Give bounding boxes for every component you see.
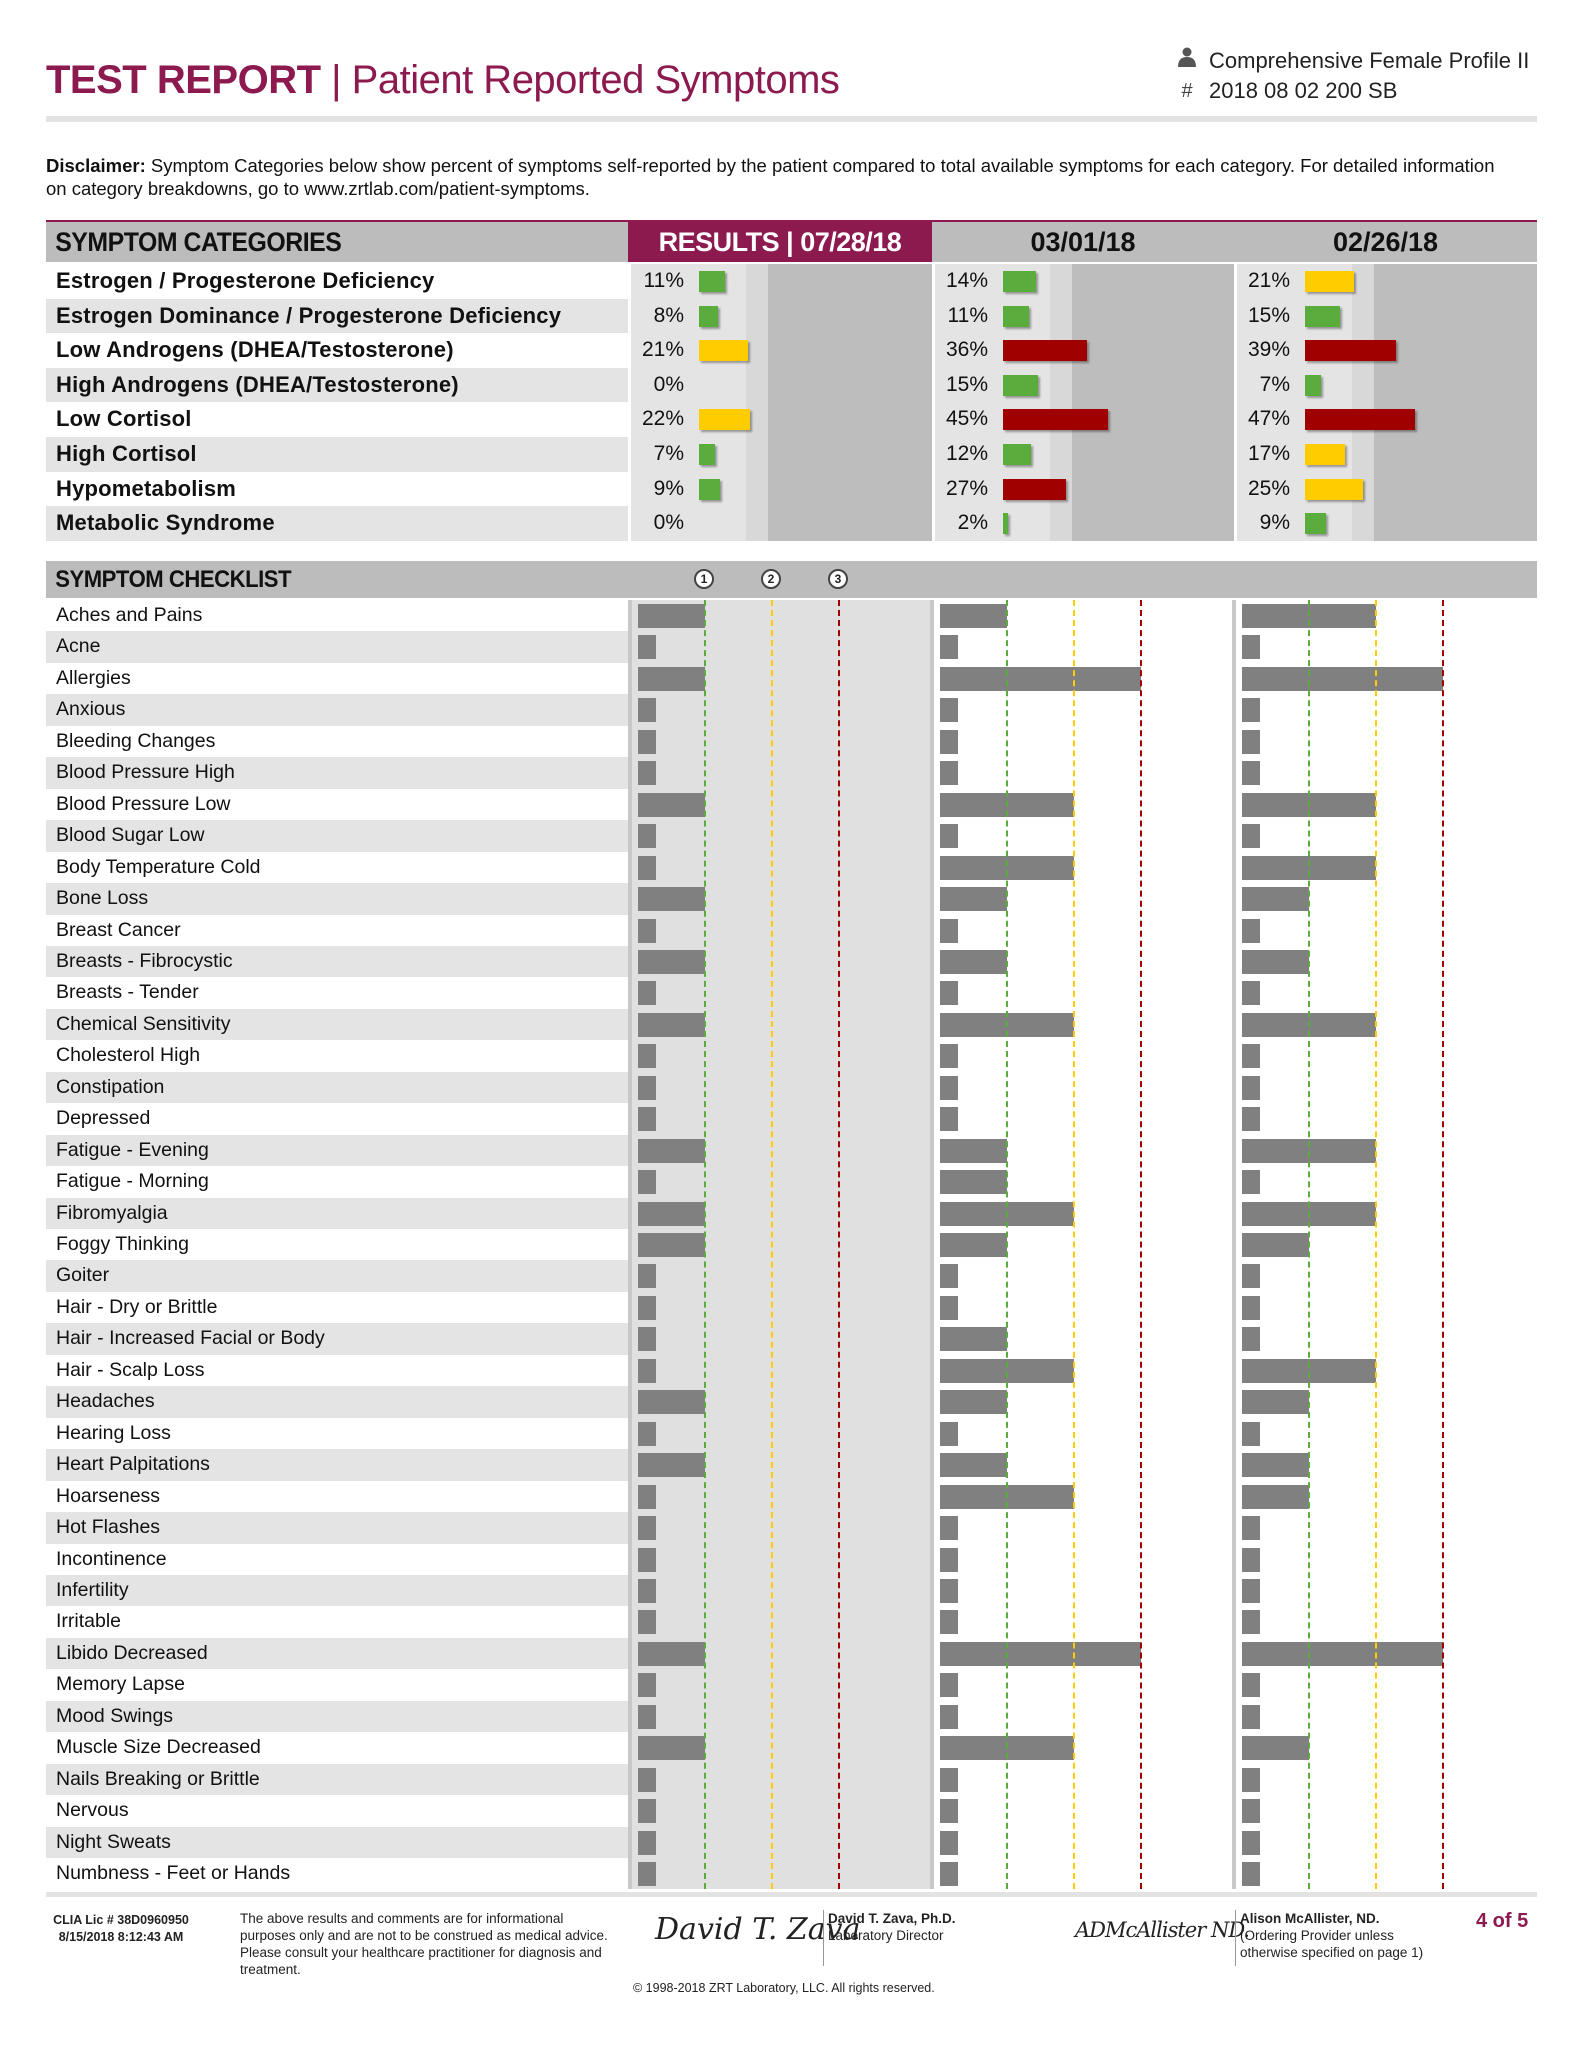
- severity-bar: [1242, 1485, 1309, 1509]
- category-percent: 12%: [945, 442, 988, 465]
- severity-bar: [1242, 1862, 1260, 1886]
- director-signature: David T. Zava: [655, 1912, 861, 1947]
- severity-bar: [638, 793, 705, 817]
- severity-bar: [1242, 887, 1309, 911]
- severity-bar: [1242, 730, 1260, 754]
- severity-bar: [638, 950, 705, 974]
- severity-bar: [940, 1422, 958, 1446]
- disclaimer-label: Disclaimer:: [46, 155, 146, 176]
- checklist-row: Body Temperature Cold: [46, 852, 628, 884]
- category-percent: 9%: [1259, 511, 1290, 535]
- checklist-row: Memory Lapse: [46, 1669, 628, 1701]
- severity-bar: [638, 856, 656, 880]
- severity-bar: [638, 1296, 656, 1320]
- severity-bar: [940, 1579, 958, 1603]
- checklist-header: [46, 561, 1537, 598]
- value-panel-mid: [746, 264, 768, 541]
- prev-date-heading: 02/26/18: [1332, 227, 1439, 257]
- severity-bar: [638, 824, 656, 848]
- category-percent: 14%: [945, 269, 988, 292]
- severity-bar: [940, 1862, 958, 1886]
- checklist-row: Headaches: [46, 1386, 628, 1418]
- severity-bar: [638, 1579, 656, 1603]
- severity-bar: [940, 1705, 958, 1729]
- severity-bar: [940, 1610, 958, 1634]
- disclaimer-text: Symptom Categories below show percent of symptoms self-reported by the patient compared to total available symptoms for each category. For detailed information on category breakdowns, go to www.zrtlab.com/patient-symptoms.: [46, 155, 1495, 199]
- severity-bar: [638, 635, 656, 659]
- checklist-row: Depressed: [46, 1103, 628, 1135]
- severity-bar: [1242, 1076, 1260, 1100]
- checklist-heading: SYMPTOM CHECKLIST: [55, 566, 292, 593]
- checklist-row: Mood Swings: [46, 1701, 628, 1733]
- provider-note: (Ordering Provider unless otherwise specified on page 1): [1240, 1928, 1424, 1960]
- severity-bar: [638, 1107, 656, 1131]
- category-percent: 36%: [945, 338, 988, 362]
- severity-bar: [940, 1390, 1007, 1414]
- categories-heading: SYMPTOM CATEGORIES: [55, 227, 342, 257]
- category-row: Estrogen / Progesterone Deficiency: [46, 264, 628, 299]
- severity-bar: [638, 604, 705, 628]
- category-percent: 17%: [1247, 442, 1290, 465]
- checklist-row: Incontinence: [46, 1544, 628, 1576]
- category-bar: [1305, 444, 1345, 465]
- severity-bar: [638, 1642, 705, 1666]
- checklist-row: Heart Palpitations: [46, 1449, 628, 1481]
- category-row: Estrogen Dominance / Progesterone Deficiency: [46, 299, 628, 334]
- severity-bar: [940, 1453, 1007, 1477]
- category-bar: [699, 479, 720, 500]
- category-bar: [1003, 271, 1036, 292]
- severity-bar: [638, 1327, 656, 1351]
- category-percent: 15%: [945, 372, 988, 396]
- severity-bar: [940, 604, 1007, 628]
- provider-signature: ADMcAllister ND.: [1075, 1918, 1250, 1942]
- severity-bar: [638, 1610, 656, 1634]
- category-percent: 7%: [653, 442, 684, 465]
- category-percent: 21%: [641, 338, 684, 362]
- checklist-row: Allergies: [46, 663, 628, 695]
- checklist-row: Aches and Pains: [46, 600, 628, 632]
- severity-bar: [638, 1736, 705, 1760]
- checklist-row: Night Sweats: [46, 1827, 628, 1859]
- severity-bar: [638, 1673, 656, 1697]
- severity-bar: [940, 1233, 1007, 1257]
- severity-bar: [1242, 1390, 1309, 1414]
- category-row: High Cortisol: [46, 437, 628, 472]
- severity-bar: [638, 1076, 656, 1100]
- severity-bar: [638, 1831, 656, 1855]
- severity-bar: [1242, 1705, 1260, 1729]
- severity-bar: [940, 1296, 958, 1320]
- category-bar: [1003, 479, 1066, 500]
- checklist-row: Hearing Loss: [46, 1418, 628, 1450]
- category-row: Hypometabolism: [46, 472, 628, 507]
- category-bar: [1305, 513, 1326, 534]
- scale-marker: 1: [694, 569, 714, 589]
- severity-bar: [1242, 981, 1260, 1005]
- category-percent: 25%: [1247, 476, 1290, 500]
- profile-info: [1175, 46, 1529, 106]
- severity-bar: [638, 1013, 705, 1037]
- severity-bar: [940, 1768, 958, 1792]
- severity-bar: [940, 1139, 1007, 1163]
- severity-bar: [940, 1170, 1007, 1194]
- category-bar: [1305, 479, 1363, 500]
- category-row: Low Androgens (DHEA/Testosterone): [46, 333, 628, 368]
- provider-block: [1235, 1910, 1425, 1966]
- checklist-row: Blood Pressure High: [46, 757, 628, 789]
- category-bar: [699, 340, 748, 361]
- severity-bar: [940, 1642, 1141, 1666]
- severity-bar: [638, 919, 656, 943]
- severity-bar: [940, 950, 1007, 974]
- category-percent: 21%: [1247, 269, 1290, 292]
- severity-bar: [940, 1831, 958, 1855]
- severity-bar: [940, 919, 958, 943]
- column-divider: [932, 262, 935, 541]
- category-bar: [1305, 375, 1321, 396]
- category-percent: 2%: [957, 511, 988, 535]
- severity-bar: [638, 1799, 656, 1823]
- category-percent: 11%: [643, 269, 684, 292]
- severity-bar: [638, 981, 656, 1005]
- category-percent: 8%: [653, 303, 684, 327]
- severity-bar: [1242, 635, 1260, 659]
- severity-bar: [940, 698, 958, 722]
- scale-marker: 3: [828, 569, 848, 589]
- severity-bar: [1242, 1422, 1260, 1446]
- severity-bar: [940, 1516, 958, 1540]
- page-number: 4 of 5: [1476, 1910, 1529, 1932]
- severity-bar: [1242, 698, 1260, 722]
- severity-threshold-line: [838, 600, 840, 1889]
- category-bar: [1305, 271, 1354, 292]
- severity-bar: [1242, 824, 1260, 848]
- severity-bar: [638, 1233, 705, 1257]
- checklist-row: Irritable: [46, 1606, 628, 1638]
- category-bar: [699, 271, 725, 292]
- category-bar: [699, 444, 715, 465]
- severity-bar: [940, 1044, 958, 1068]
- severity-bar: [1242, 1579, 1260, 1603]
- severity-bar: [638, 1516, 656, 1540]
- checklist-row: Fibromyalgia: [46, 1198, 628, 1230]
- category-percent: 9%: [653, 476, 684, 500]
- severity-bar: [638, 1170, 656, 1194]
- severity-bar: [638, 1485, 656, 1509]
- director-block: [823, 1910, 956, 1966]
- severity-bar: [1242, 1768, 1260, 1792]
- severity-bar: [638, 1705, 656, 1729]
- checklist-row: Breast Cancer: [46, 915, 628, 947]
- category-bar: [1305, 306, 1340, 327]
- category-bar: [699, 306, 718, 327]
- checklist-row: Anxious: [46, 694, 628, 726]
- checklist-row: Muscle Size Decreased: [46, 1732, 628, 1764]
- severity-bar: [1242, 919, 1260, 943]
- severity-bar: [1242, 1610, 1260, 1634]
- checklist-row: Hair - Increased Facial or Body: [46, 1323, 628, 1355]
- category-percent: 7%: [1259, 372, 1290, 396]
- checklist-row: Constipation: [46, 1072, 628, 1104]
- category-percent: 45%: [945, 407, 988, 431]
- severity-bar: [1242, 1233, 1309, 1257]
- checklist-row: Fatigue - Evening: [46, 1135, 628, 1167]
- severity-bar: [940, 1673, 958, 1697]
- checklist-row: Hot Flashes: [46, 1512, 628, 1544]
- checklist-row: Nails Breaking or Brittle: [46, 1764, 628, 1796]
- header-divider: [46, 116, 1537, 122]
- checklist-row: Hoarseness: [46, 1481, 628, 1513]
- checklist-row: Breasts - Fibrocystic: [46, 946, 628, 978]
- category-row: Low Cortisol: [46, 402, 628, 437]
- severity-bar: [940, 667, 1141, 691]
- checklist-row: Chemical Sensitivity: [46, 1009, 628, 1041]
- severity-bar: [1242, 1170, 1260, 1194]
- severity-bar: [638, 1422, 656, 1446]
- severity-bar: [1242, 1107, 1260, 1131]
- severity-threshold-line: [1073, 600, 1075, 1889]
- director-title: Laboratory Director: [828, 1928, 944, 1943]
- provider-name: Alison McAllister, ND.: [1240, 1911, 1380, 1926]
- checklist-row: Hair - Dry or Brittle: [46, 1292, 628, 1324]
- category-bar: [1003, 409, 1108, 430]
- severity-bar: [1242, 1642, 1443, 1666]
- severity-bar: [940, 730, 958, 754]
- checklist-row: Libido Decreased: [46, 1638, 628, 1670]
- clia-block: [46, 1912, 196, 1946]
- severity-bar: [638, 1264, 656, 1288]
- column-divider: [628, 262, 631, 541]
- severity-bar: [638, 667, 705, 691]
- title-rest: Patient Reported Symptoms: [351, 58, 840, 102]
- severity-bar: [940, 824, 958, 848]
- severity-bar: [1242, 1327, 1260, 1351]
- category-row: Metabolic Syndrome: [46, 506, 628, 541]
- disclaimer: [46, 154, 1516, 200]
- checklist-row: Cholesterol High: [46, 1040, 628, 1072]
- severity-bar: [940, 981, 958, 1005]
- severity-bar: [638, 1453, 705, 1477]
- severity-bar: [1242, 1799, 1260, 1823]
- checklist-row: Numbness - Feet or Hands: [46, 1858, 628, 1890]
- title-bold: TEST REPORT: [46, 58, 321, 102]
- prev-date-heading: 03/01/18: [1030, 227, 1136, 257]
- severity-bar: [638, 1768, 656, 1792]
- results-heading: RESULTS | 07/28/18: [628, 222, 932, 262]
- checklist-row: Nervous: [46, 1795, 628, 1827]
- severity-bar: [1242, 667, 1443, 691]
- profile-name: Comprehensive Female Profile II: [1209, 48, 1530, 73]
- severity-bar: [1242, 761, 1260, 785]
- severity-threshold-line: [771, 600, 773, 1889]
- category-bar: [1305, 409, 1415, 430]
- severity-bar: [940, 1076, 958, 1100]
- checklist-row: Infertility: [46, 1575, 628, 1607]
- severity-bar: [638, 1359, 656, 1383]
- severity-bar: [940, 1327, 1007, 1351]
- severity-bar: [1242, 1831, 1260, 1855]
- severity-bar: [1242, 1264, 1260, 1288]
- severity-bar: [638, 1139, 705, 1163]
- severity-threshold-line: [1140, 600, 1142, 1889]
- severity-bar: [1242, 1453, 1309, 1477]
- checklist-row: Bone Loss: [46, 883, 628, 915]
- severity-bar: [940, 761, 958, 785]
- category-percent: 0%: [653, 511, 684, 535]
- severity-bar: [638, 698, 656, 722]
- severity-threshold-line: [704, 600, 706, 1889]
- category-percent: 11%: [947, 303, 988, 327]
- print-datetime: 8/15/2018 8:12:43 AM: [58, 1930, 184, 1944]
- severity-bar: [638, 1390, 705, 1414]
- severity-bar: [940, 1264, 958, 1288]
- severity-threshold-line: [1006, 600, 1008, 1889]
- severity-bar: [1242, 1296, 1260, 1320]
- director-name: David T. Zava, Ph.D.: [828, 1911, 956, 1926]
- severity-bar: [1242, 1044, 1260, 1068]
- category-bar: [1003, 375, 1038, 396]
- hash-symbol: #: [1181, 80, 1193, 102]
- title-separator: |: [320, 58, 352, 102]
- severity-bar: [1242, 1548, 1260, 1572]
- category-bar: [699, 409, 750, 430]
- severity-bar: [638, 887, 705, 911]
- severity-bar: [638, 761, 656, 785]
- category-percent: 0%: [653, 372, 684, 396]
- report-id: 2018 08 02 200 SB: [1209, 78, 1398, 103]
- column-divider: [1234, 262, 1237, 541]
- severity-bar: [940, 635, 958, 659]
- severity-bar: [638, 730, 656, 754]
- checklist-row: Hair - Scalp Loss: [46, 1355, 628, 1387]
- footer-note: The above results and comments are for informational purposes only and are not to be construed as medical advice. Please consult your healthcare practitioner for diagnosis and treatment.: [240, 1911, 608, 1977]
- checklist-row: Breasts - Tender: [46, 977, 628, 1009]
- severity-threshold-line: [1375, 600, 1377, 1889]
- category-row: High Androgens (DHEA/Testosterone): [46, 368, 628, 403]
- category-percent: 27%: [945, 476, 988, 500]
- severity-bar: [940, 1107, 958, 1131]
- severity-bar: [940, 887, 1007, 911]
- checklist-row: Fatigue - Morning: [46, 1166, 628, 1198]
- severity-bar: [1242, 1673, 1260, 1697]
- scale-marker: 2: [761, 569, 781, 589]
- footer-divider: [46, 1892, 1537, 1897]
- clia-number: CLIA Lic # 38D0960950: [53, 1913, 189, 1927]
- person-icon: [1175, 46, 1199, 76]
- severity-bar: [1242, 1516, 1260, 1540]
- severity-bar: [638, 1862, 656, 1886]
- severity-bar: [940, 1799, 958, 1823]
- category-bar: [1003, 306, 1029, 327]
- severity-threshold-line: [1442, 600, 1444, 1889]
- category-bar: [1305, 340, 1396, 361]
- checklist-row: Foggy Thinking: [46, 1229, 628, 1261]
- checklist-row: Blood Pressure Low: [46, 789, 628, 821]
- category-bar: [1003, 513, 1008, 534]
- category-percent: 47%: [1247, 407, 1290, 431]
- severity-bar: [940, 1548, 958, 1572]
- checklist-row: Acne: [46, 631, 628, 663]
- category-bar: [1003, 444, 1031, 465]
- checklist-row: Blood Sugar Low: [46, 820, 628, 852]
- checklist-row: Goiter: [46, 1260, 628, 1292]
- severity-bar: [1242, 1736, 1309, 1760]
- category-percent: 39%: [1247, 338, 1290, 362]
- category-percent: 22%: [641, 407, 684, 431]
- copyright: © 1998-2018 ZRT Laboratory, LLC. All rights reserved.: [633, 1981, 935, 1995]
- severity-bar: [1242, 950, 1309, 974]
- severity-bar: [638, 1548, 656, 1572]
- category-percent: 15%: [1247, 303, 1290, 327]
- severity-bar: [638, 1044, 656, 1068]
- severity-bar: [638, 1202, 705, 1226]
- checklist-row: Bleeding Changes: [46, 726, 628, 758]
- severity-threshold-line: [1308, 600, 1310, 1889]
- category-bar: [1003, 340, 1087, 361]
- report-title: [46, 58, 839, 103]
